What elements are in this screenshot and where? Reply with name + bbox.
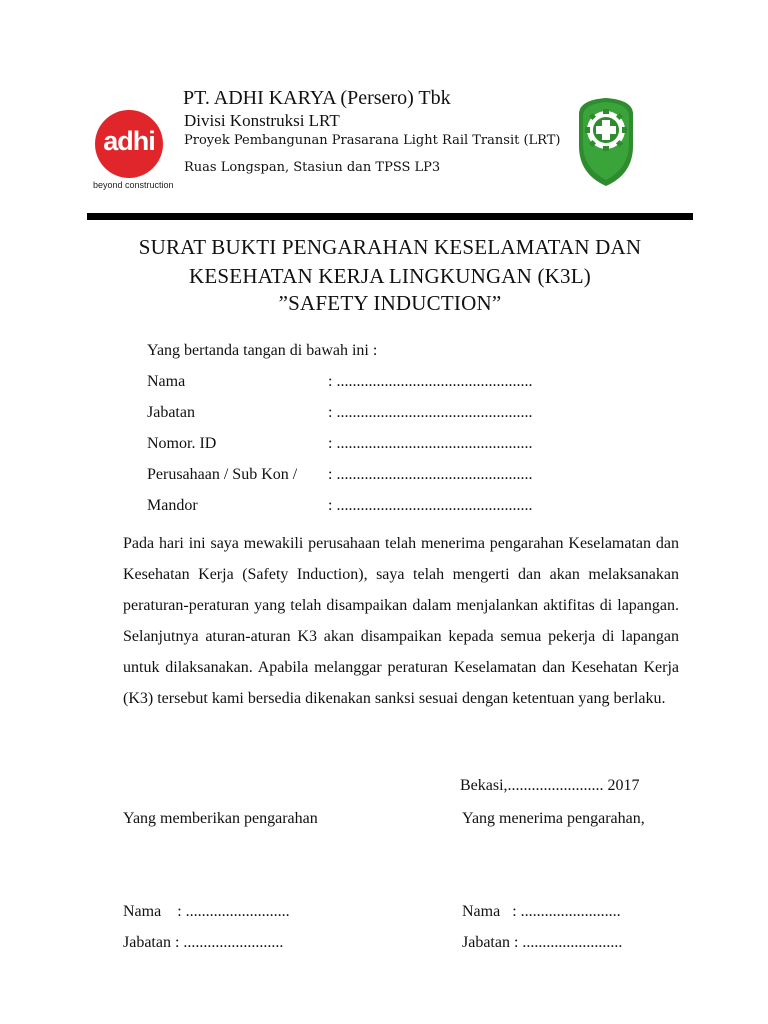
giver-name-line: Nama : .......................... bbox=[123, 903, 290, 920]
adhi-logo-tagline: beyond construction bbox=[93, 180, 174, 190]
signature-date: Bekasi,........................ 2017 bbox=[460, 777, 640, 794]
project-name: Proyek Pembangunan Prasarana Light Rail Transit (LRT) bbox=[184, 133, 561, 148]
field-label-jabatan: Jabatan bbox=[147, 404, 195, 421]
receiver-position-line: Jabatan : ......................... bbox=[462, 934, 623, 951]
field-value-mandor: : ................................................. bbox=[328, 497, 533, 514]
document-title-line-2: KESEHATAN KERJA LINGKUNGAN (K3L) bbox=[189, 264, 591, 288]
document-title-line-1: SURAT BUKTI PENGARAHAN KESELAMATAN DAN bbox=[138, 235, 642, 259]
receiver-label: Yang menerima pengarahan, bbox=[462, 810, 645, 827]
field-label-perusahaan: Perusahaan / Sub Kon / bbox=[147, 466, 298, 483]
header-divider bbox=[87, 213, 693, 220]
field-value-jabatan: : ................................................. bbox=[328, 404, 533, 421]
adhi-logo-text: adhi bbox=[103, 126, 155, 156]
k3-safety-cross-gear-icon bbox=[575, 96, 637, 188]
statement-paragraph: Pada hari ini saya mewakili perusahaan telah menerima pengarahan Keselamatan dan Kesehatan Kerja (Safety Induction), saya telah mengerti dan akan melaksanakan peraturan-peraturan yang telah disampaikan dalam menjalankan aktifitas di lapangan. Selanjutnya aturan-aturan K3 akan disampaikan kepada semua pekerja di lapangan untuk dilaksanakan. Apabila melanggar peraturan Keselamatan dan Kesehatan Kerja (K3) tersebut kami bersedia dikenakan sanksi sesuai dengan ketentuan yang berlaku. bbox=[123, 535, 679, 707]
division-name: Divisi Konstruksi LRT bbox=[184, 111, 340, 130]
giver-position-line: Jabatan : ......................... bbox=[123, 934, 284, 951]
giver-label: Yang memberikan pengarahan bbox=[123, 810, 318, 827]
field-label-nama: Nama bbox=[147, 373, 186, 390]
field-label-nomor-id: Nomor. ID bbox=[147, 435, 217, 452]
field-label-mandor: Mandor bbox=[147, 497, 198, 514]
field-value-perusahaan: : ................................................. bbox=[328, 466, 533, 483]
document-title-line-3: ”SAFETY INDUCTION” bbox=[278, 291, 502, 315]
receiver-name-line: Nama : ......................... bbox=[462, 903, 621, 920]
company-name: PT. ADHI KARYA (Persero) Tbk bbox=[183, 87, 451, 109]
field-value-nomor-id: : ................................................. bbox=[328, 435, 533, 452]
project-location: Ruas Longspan, Stasiun dan TPSS LP3 bbox=[184, 160, 441, 175]
form-intro: Yang bertanda tangan di bawah ini : bbox=[147, 342, 378, 359]
field-value-nama: : ................................................. bbox=[328, 373, 533, 390]
